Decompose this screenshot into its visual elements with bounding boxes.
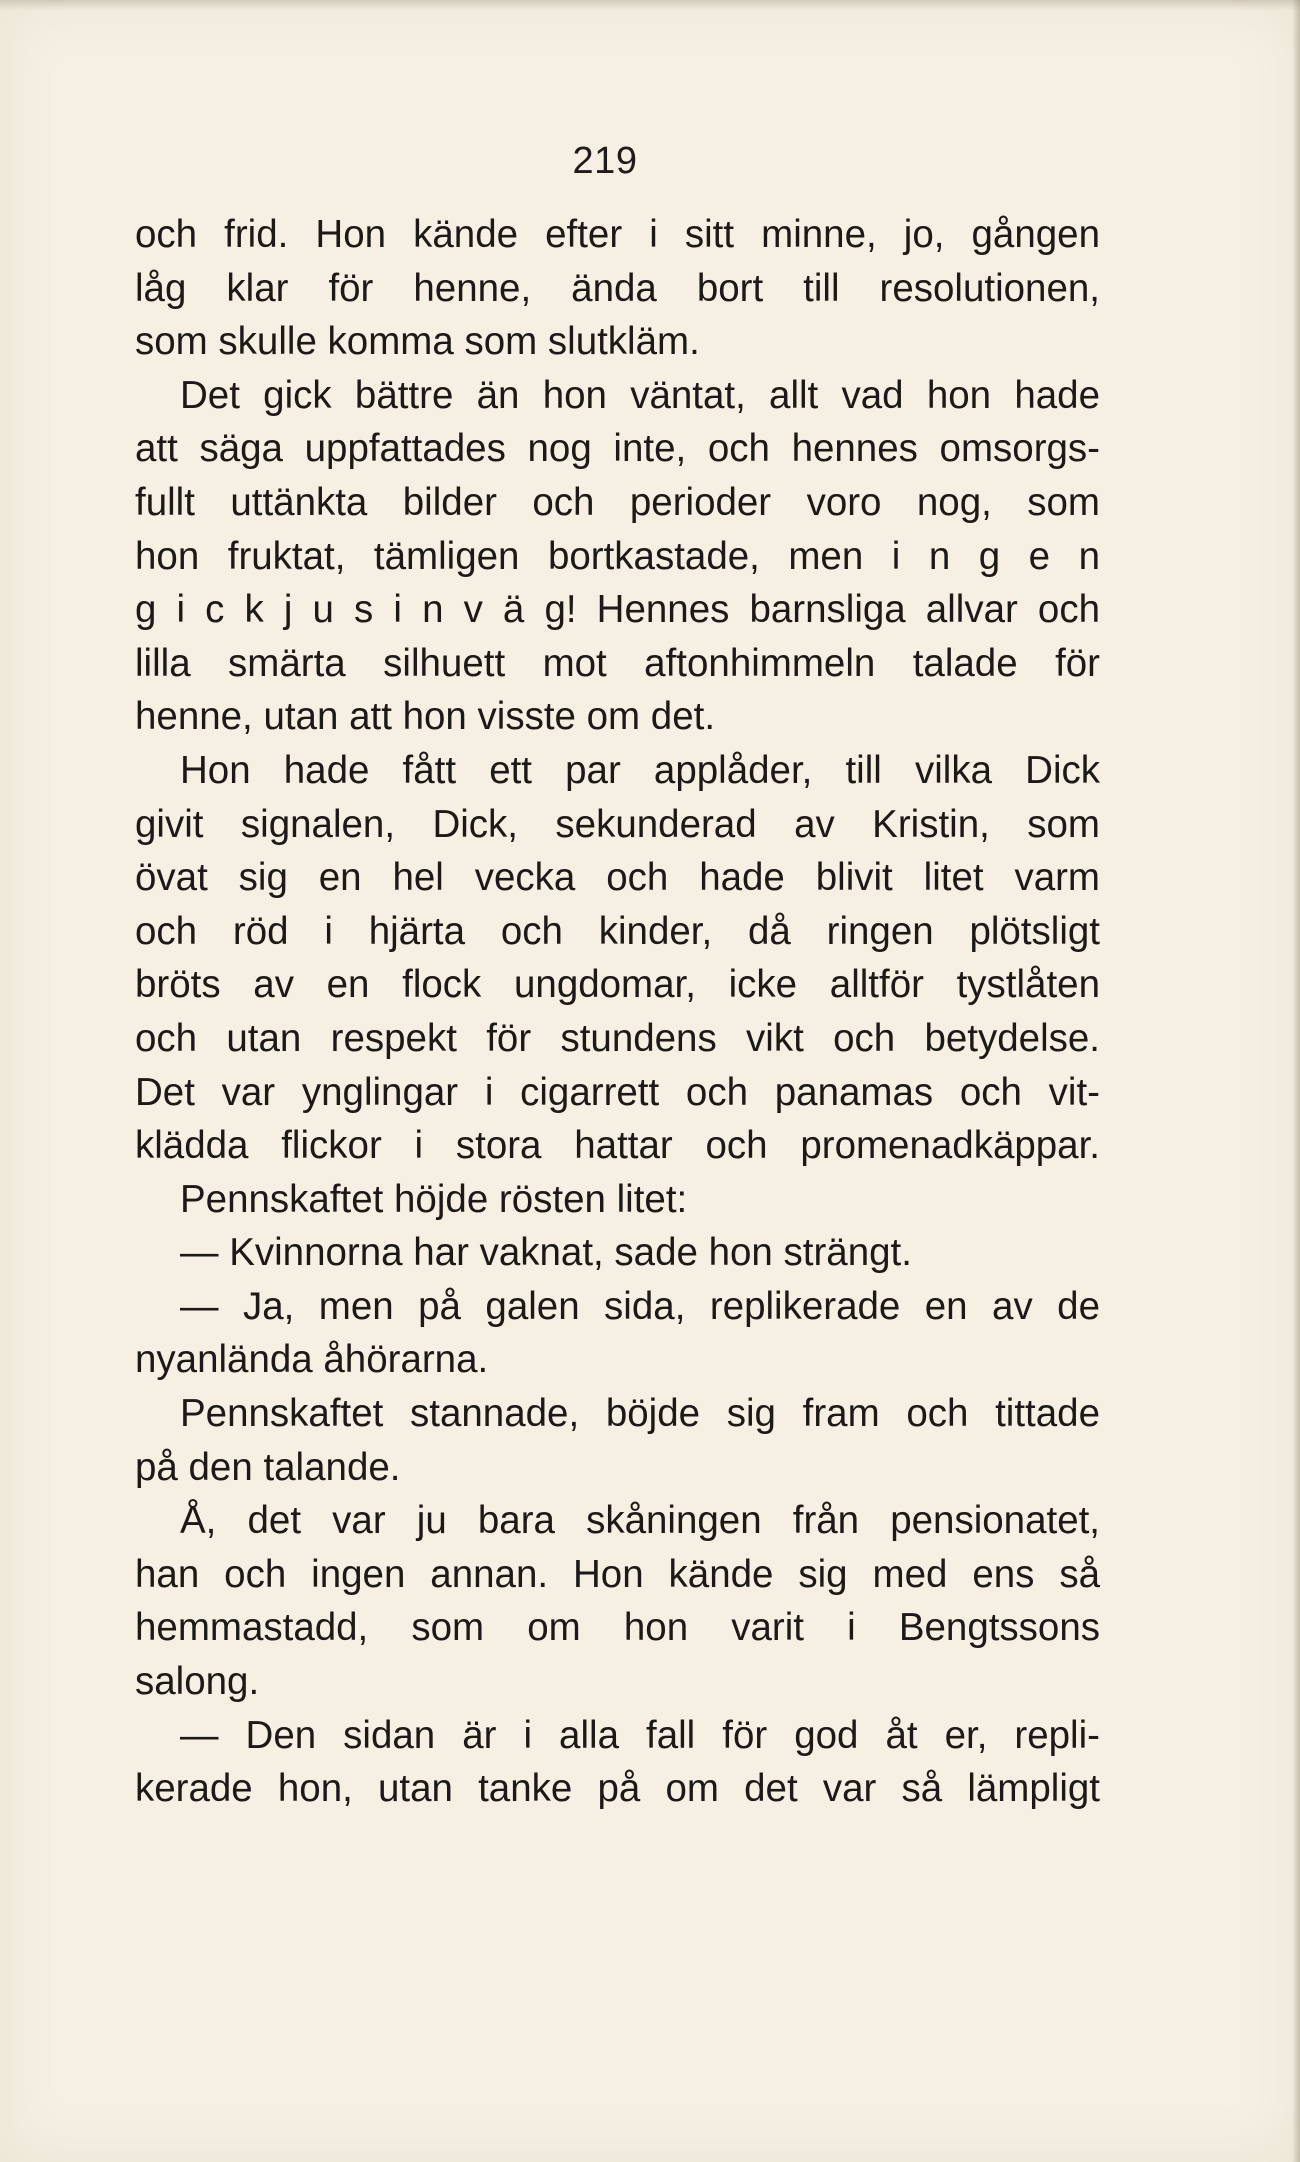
text-line: och röd i hjärta och kinder, då ringen plötsligt xyxy=(135,909,1100,953)
text-line: Det gick bättre än hon väntat, allt vad hon hade xyxy=(180,373,1100,417)
text-line: bröts av en flock ungdomar, icke alltför tystlåten xyxy=(135,963,1100,1007)
text-line: Hon hade fått ett par applåder, till vilka Dick xyxy=(180,748,1100,792)
text-line: fullt uttänkta bilder och perioder voro nog, som xyxy=(135,480,1100,524)
text-line: — Den sidan är i alla fall för god åt er, repli- xyxy=(180,1713,1100,1757)
body-text xyxy=(135,208,1100,1816)
text-line: — Kvinnorna har vaknat, sade hon strängt. xyxy=(180,1231,912,1275)
text-line: att säga uppfattades nog inte, och hennes omsorgs- xyxy=(135,427,1100,471)
text-line: lilla smärta silhuett mot aftonhimmeln talade för xyxy=(135,641,1100,685)
text-line: och utan respekt för stundens vikt och betydelse. xyxy=(135,1016,1100,1060)
text-line: han och ingen annan. Hon kände sig med ens så xyxy=(135,1552,1100,1596)
text-line: och frid. Hon kände efter i sitt minne, jo, gången xyxy=(135,213,1100,256)
text-line: hemmastadd, som om hon varit i Bengtssons xyxy=(135,1606,1100,1650)
text-line: låg klar för henne, ända bort till resolutionen, xyxy=(135,266,1100,310)
text-line: på den talande. xyxy=(135,1445,401,1489)
text-line: som skulle komma som slutkläm. xyxy=(135,320,700,364)
text-line: kerade hon, utan tanke på om det var så lämpligt xyxy=(135,1767,1100,1811)
text-line: hon fruktat, tämligen bortkastade, men i n g e n xyxy=(135,534,1100,578)
text-line: Det var ynglingar i cigarrett och panamas och vit- xyxy=(135,1070,1100,1114)
text-line: klädda flickor i stora hattar och promenadkäppar. xyxy=(135,1124,1100,1168)
text-line: övat sig en hel vecka och hade blivit litet varm xyxy=(135,856,1100,900)
text-line: nyanlända åhörarna. xyxy=(135,1338,489,1382)
page-edge-shadow-right xyxy=(1292,0,1300,2162)
text-line: henne, utan att hon visste om det. xyxy=(135,695,716,739)
text-line: salong. xyxy=(135,1660,260,1704)
text-line: g i c k j u s i n v ä g! Hennes barnsliga allvar och xyxy=(135,588,1100,632)
page-number: 219 xyxy=(572,140,638,182)
text-line: Pennskaftet höjde rösten litet: xyxy=(180,1177,688,1221)
text-line: Pennskaftet stannade, böjde sig fram och tittade xyxy=(180,1392,1100,1436)
page-edge-shadow-top xyxy=(0,0,1300,10)
text-line: — Ja, men på galen sida, replikerade en av de xyxy=(180,1284,1100,1328)
text-line: givit signalen, Dick, sekunderad av Kristin, som xyxy=(135,802,1100,846)
text-line: Å, det var ju bara skåningen från pensionatet, xyxy=(180,1499,1100,1543)
